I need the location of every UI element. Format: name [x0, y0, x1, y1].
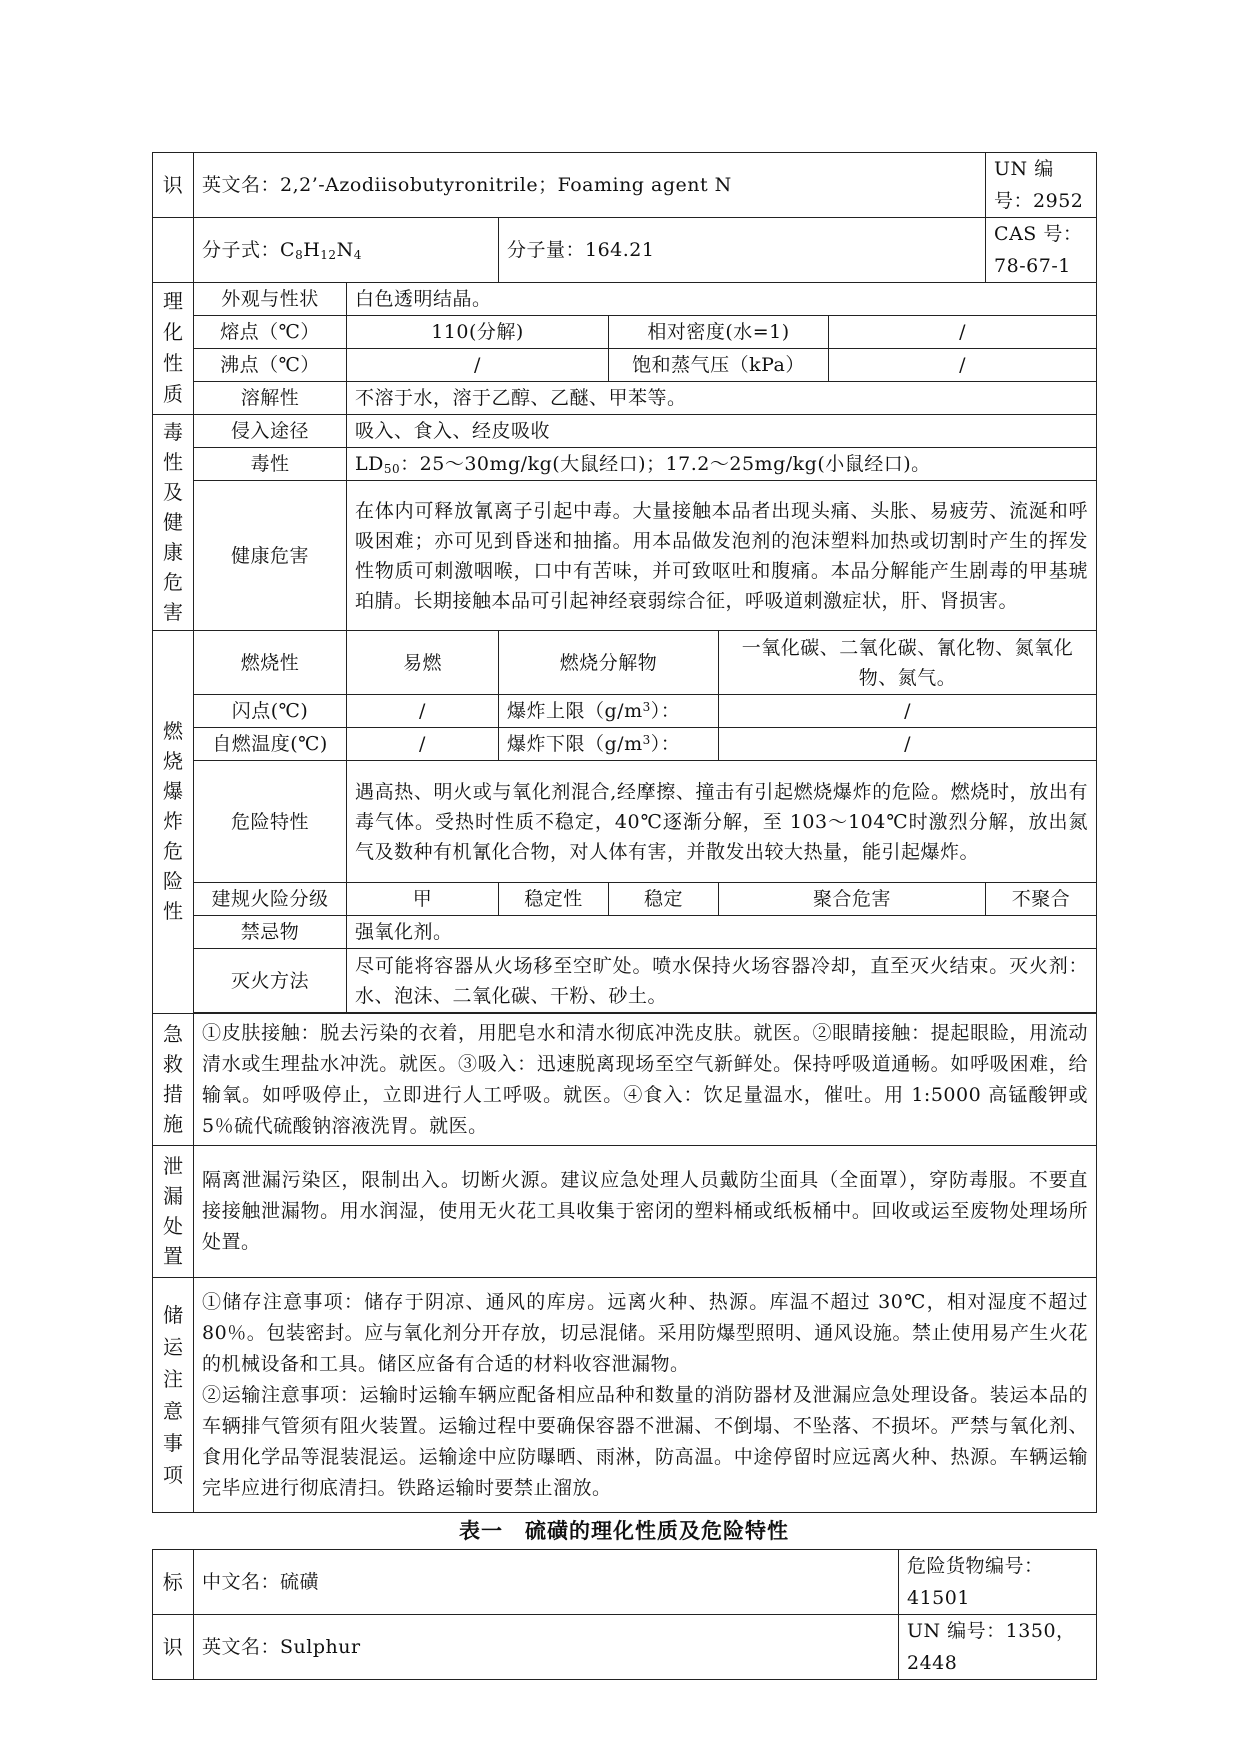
sulphur-side-label-top: 标	[153, 1550, 194, 1615]
section-label-first-aid: 急救措施	[153, 1014, 194, 1146]
storage-transport-value	[194, 1278, 1097, 1513]
un-number: UN 编号：2952	[986, 153, 1097, 218]
sulphur-dangerous-goods-number: 危险货物编号：41501	[899, 1550, 1097, 1615]
toxicity-label: 毒性	[194, 448, 347, 481]
storage-notes: ①储存注意事项：储存于阴凉、通风的库房。远离火种、热源。库温不超过 30℃，相对湿度不超过 80％。包装密封。应与氧化剂分开存放，切忌混储。采用防爆型照明、通风设施。禁止使用易产生火花的机械设备和工具。储区应备有合适的材料收容泄漏物。	[202, 1290, 1089, 1375]
combustion-products-value: 一氧化碳、二氧化碳、氰化物、氮氧化物、氮气。	[719, 631, 1097, 695]
section-label-fire: 燃烧爆炸危险性	[153, 631, 194, 1014]
sulphur-table	[152, 1549, 1097, 1680]
section-label-toxicity: 毒性及健康危害	[153, 415, 194, 631]
melting-point-value: 110(分解)	[347, 316, 609, 349]
fire-class-value: 甲	[347, 883, 499, 916]
flammability-label: 燃烧性	[194, 631, 347, 695]
polymerization-value: 不聚合	[986, 883, 1097, 916]
appearance-value: 白色透明结晶。	[347, 283, 1097, 316]
flammability-value: 易燃	[347, 631, 499, 695]
leak-handling-value: 隔离泄漏污染区，限制出入。切断火源。建议应急处理人员戴防尘面具（全面罩），穿防毒服。不要直接接触泄漏物。用水润湿，使用无火花工具收集于密闭的塑料桶或纸板桶中。回收或运至废物处理场所处置。	[194, 1146, 1097, 1278]
hazard-value: 遇高热、明火或与氧化剂混合,经摩擦、撞击有引起燃烧爆炸的危险。燃烧时，放出有毒气体。受热时性质不稳定，40℃逐渐分解，至 103～104℃时激烈分解，放出氮气及数种有机氰化合物，对人体有害，并散发出较大热量，能引起爆炸。	[347, 761, 1097, 883]
lower-limit-label: 爆炸下限$(g/m^3)$：	[499, 728, 719, 761]
upper-limit-label: 爆炸上限$(g/m^3)$：	[499, 695, 719, 728]
sulphur-un-number: UN 编号：1350，2448	[899, 1615, 1097, 1680]
molecular-weight: 分子量：164.21	[499, 218, 986, 283]
sulphur-chinese-name: 中文名：硫磺	[194, 1550, 899, 1615]
document-page	[152, 152, 1096, 1680]
section-label-storage: 储运注意事项	[153, 1278, 194, 1513]
lower-limit-value: /	[719, 728, 1097, 761]
solubility-value: 不溶于水，溶于乙醇、乙醚、甲苯等。	[347, 382, 1097, 415]
vapor-pressure-value: /	[829, 349, 1097, 382]
extinguish-value: 尽可能将容器从火场移至空旷处。喷水保持火场容器冷却，直至灭火结束。灭火剂：水、泡沫、二氧化碳、干粉、砂土。	[347, 949, 1097, 1013]
azodiisobutyronitrile-table	[152, 152, 1097, 1513]
incompatible-label: 禁忌物	[194, 916, 347, 949]
fire-class-label: 建规火险分级	[194, 883, 347, 916]
vapor-pressure-label: 饱和蒸气压（kPa）	[609, 349, 829, 382]
section-label-leak: 泄漏处置	[153, 1146, 194, 1278]
polymerization-label: 聚合危害	[719, 883, 986, 916]
health-hazard-value: 在体内可释放氰离子引起中毒。大量接触本品者出现头痛、头胀、易疲劳、流涎和呼吸困难；亦可见到昏迷和抽搐。用本品做发泡剂的泡沫塑料加热或切割时产生的挥发性物质可刺激咽喉，口中有苦味，并可致呕吐和腹痛。本品分解能产生剧毒的甲基琥珀腈。长期接触本品可引起神经衰弱综合征，呼吸道刺激症状，肝、肾损害。	[347, 481, 1097, 631]
boiling-point-label: 沸点（℃）	[194, 349, 347, 382]
health-hazard-label: 健康危害	[194, 481, 347, 631]
toxicity-value: $LD_{50}$：25～30mg/kg(大鼠经口)；17.2～25mg/kg(小鼠经口)。	[347, 448, 1097, 481]
entry-route-value: 吸入、食入、经皮吸收	[347, 415, 1097, 448]
sulphur-english-name: 英文名：Sulphur	[194, 1615, 899, 1680]
section-label-id: 识	[153, 153, 194, 218]
stability-value: 稳定	[609, 883, 719, 916]
first-aid-value: ①皮肤接触：脱去污染的衣着，用肥皂水和清水彻底冲洗皮肤。就医。②眼睛接触：提起眼睑，用流动清水或生理盐水冲洗。就医。③吸入：迅速脱离现场至空气新鲜处。保持呼吸道通畅。如呼吸困难，给输氧。如呼吸停止，立即进行人工呼吸。就医。④食入：饮足量温水，催吐。用 1:5000 高锰酸钾或 5％硫代硫酸钠溶液洗胃。就医。	[194, 1014, 1097, 1146]
english-name: 英文名：2,2’-Azodiisobutyronitrile；Foaming agent N	[194, 153, 986, 218]
density-label: 相对密度(水=1)	[609, 316, 829, 349]
sulphur-side-label-bottom: 识	[153, 1615, 194, 1680]
density-value: /	[829, 316, 1097, 349]
solubility-label: 溶解性	[194, 382, 347, 415]
molecular-formula: 分子式：$C_8H_{12}N_4$	[194, 218, 499, 283]
entry-route-label: 侵入途径	[194, 415, 347, 448]
upper-limit-value: /	[719, 695, 1097, 728]
combustion-products-label: 燃烧分解物	[499, 631, 719, 695]
extinguish-label: 灭火方法	[194, 949, 347, 1013]
flash-point-label: 闪点(℃)	[194, 695, 347, 728]
stability-label: 稳定性	[499, 883, 609, 916]
autoignition-value: /	[347, 728, 499, 761]
cas-number: CAS 号：78-67-1	[986, 218, 1097, 283]
flash-point-value: /	[347, 695, 499, 728]
autoignition-label: 自燃温度(℃)	[194, 728, 347, 761]
table-title: 表一 硫磺的理化性质及危险特性	[459, 1519, 789, 1543]
section-label-physical: 理化性质	[153, 283, 194, 415]
boiling-point-value: /	[347, 349, 609, 382]
appearance-label: 外观与性状	[194, 283, 347, 316]
incompatible-value: 强氧化剂。	[347, 916, 1097, 949]
hazard-label: 危险特性	[194, 761, 347, 883]
melting-point-label: 熔点（℃）	[194, 316, 347, 349]
transport-notes: ②运输注意事项：运输时运输车辆应配备相应品种和数量的消防器材及泄漏应急处理设备。装运本品的车辆排气管须有阻火装置。运输过程中要确保容器不泄漏、不倒塌、不坠落、不损坏。严禁与氧化剂、食用化学品等混装混运。运输途中应防曝晒、雨淋，防高温。中途停留时应远离火种、热源。车辆运输完毕应进行彻底清扫。铁路运输时要禁止溜放。	[202, 1383, 1089, 1499]
section-label-id-cont	[153, 218, 194, 283]
